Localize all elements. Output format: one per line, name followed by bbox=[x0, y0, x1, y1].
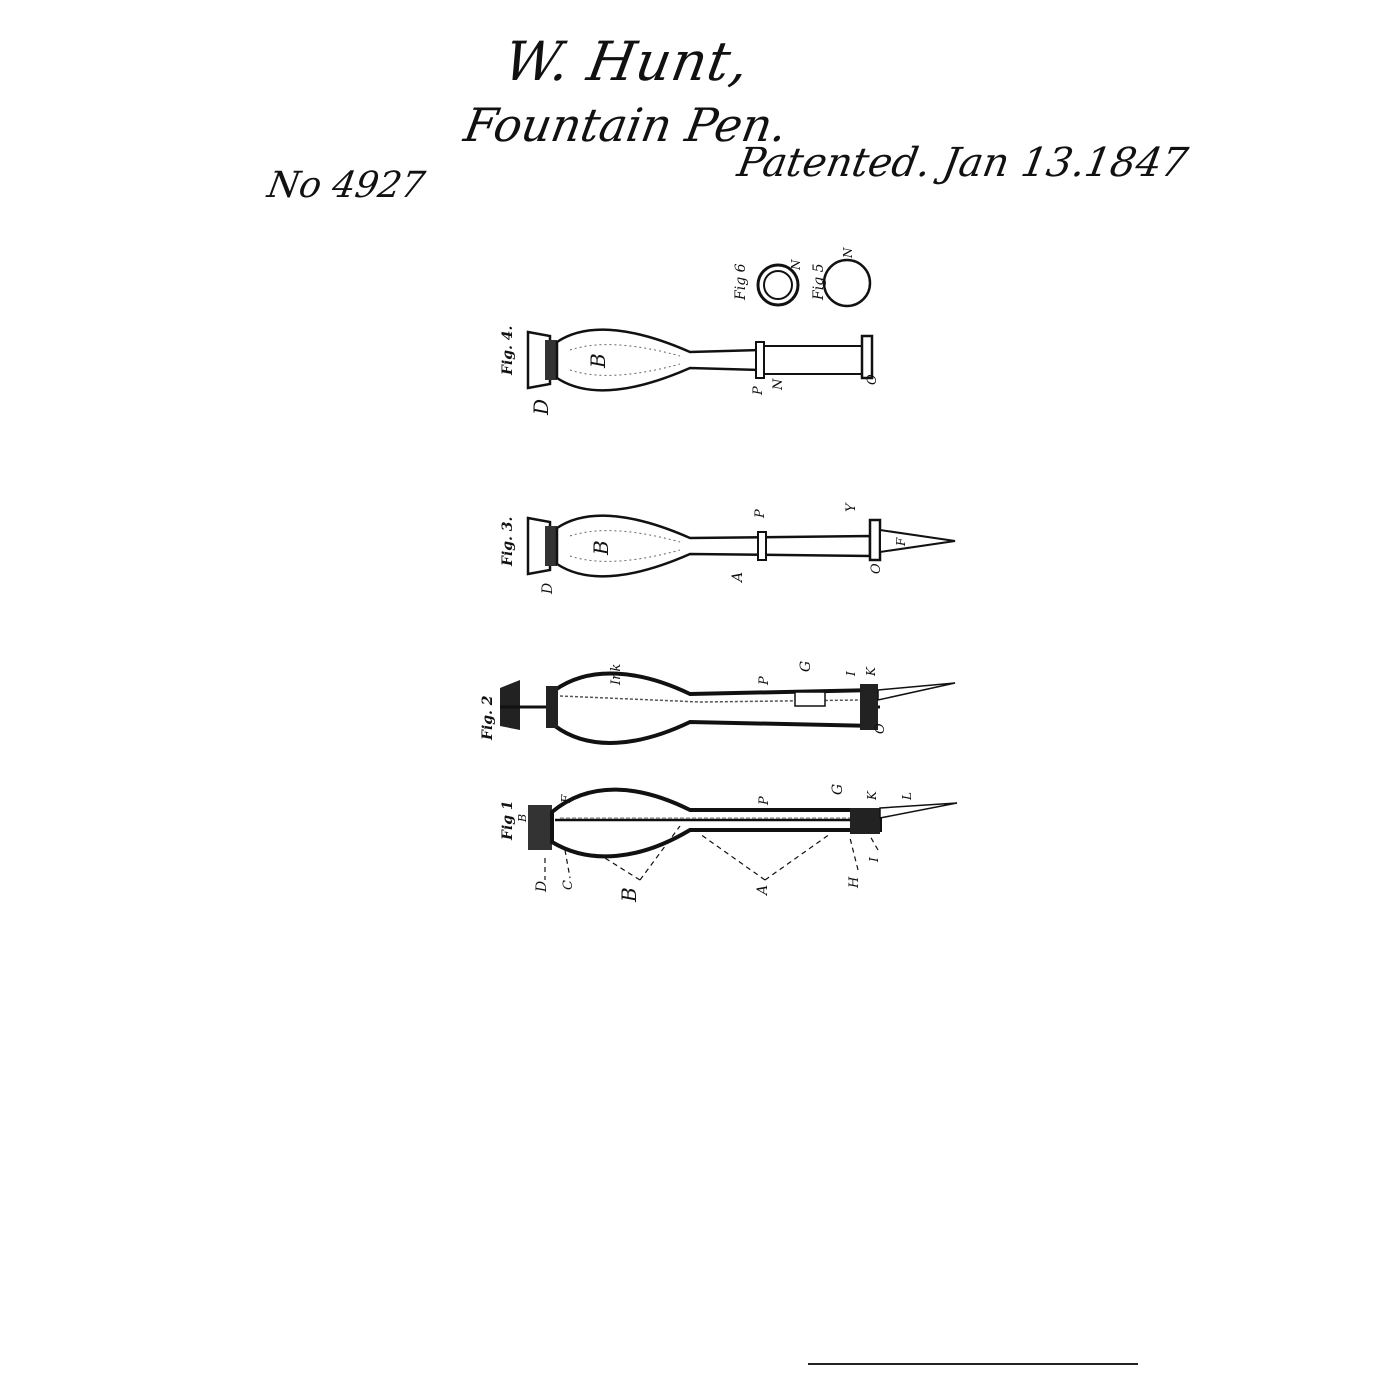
fig4-part-b: B bbox=[586, 353, 610, 368]
fig4-part-n: N bbox=[771, 378, 786, 390]
fig2-part-ink: Ink bbox=[609, 663, 624, 685]
fig1-part-d: D bbox=[534, 880, 550, 892]
fig4-part-d: D bbox=[529, 398, 553, 415]
fig5-label: Fig 5 bbox=[811, 263, 827, 300]
fig1-part-g: G bbox=[830, 783, 846, 795]
patent-title: Fountain Pen. bbox=[460, 98, 792, 152]
fig2-part-g: G bbox=[798, 660, 814, 672]
fig2-label: Fig. 2 bbox=[480, 695, 496, 740]
fig1-part-a: A bbox=[755, 884, 771, 895]
fig2-part-o: O bbox=[873, 723, 888, 734]
fig1-part-k: K bbox=[865, 791, 879, 800]
patent-number: No 4927 bbox=[264, 165, 428, 206]
fig1-part-l: L bbox=[900, 792, 914, 800]
fig1-label: Fig 1 bbox=[500, 800, 516, 840]
fig3-part-p: P bbox=[753, 509, 768, 518]
fig6-label: Fig 6 bbox=[733, 263, 749, 300]
fig1-part-h: H bbox=[847, 876, 862, 888]
fig2-part-i: I bbox=[844, 671, 858, 676]
fig6-part-n: N bbox=[789, 259, 803, 270]
fig2-pen-section bbox=[480, 661, 955, 743]
fig5-part-n: N bbox=[841, 247, 855, 258]
fig4-part-p: P bbox=[751, 386, 766, 395]
fig3-part-o: O bbox=[869, 563, 884, 574]
fig1-part-b: B bbox=[617, 887, 641, 902]
inventor-name: W. Hunt, bbox=[499, 30, 755, 93]
fig3-part-y: Y bbox=[844, 503, 859, 512]
fig3-part-b: B bbox=[589, 540, 613, 555]
fig2-part-p: P bbox=[757, 676, 772, 685]
fig3-label: Fig. 3. bbox=[500, 516, 516, 566]
fig1-part-p: P bbox=[757, 796, 772, 805]
patent-date: Patented. Jan 13.1847 bbox=[733, 140, 1192, 186]
fig4-part-o: O bbox=[865, 374, 880, 385]
fig1-part-b-top: B bbox=[516, 813, 529, 822]
fig6-ring bbox=[733, 259, 803, 305]
fig1-part-i: I bbox=[867, 857, 881, 862]
fig5-disk bbox=[811, 247, 870, 306]
fig1-part-f: F bbox=[559, 794, 573, 803]
fig3-part-d: D bbox=[540, 582, 556, 594]
fig3-part-f: F bbox=[894, 537, 908, 546]
fig4-pen-exterior bbox=[500, 326, 880, 416]
fig1-part-c: C bbox=[561, 880, 576, 890]
fig3-pen-with-nib bbox=[500, 502, 955, 595]
fig2-part-k: K bbox=[864, 667, 878, 676]
fig4-label: Fig. 4. bbox=[500, 325, 516, 375]
fig1-pen-section bbox=[500, 784, 957, 903]
fig3-part-a: A bbox=[730, 571, 746, 582]
